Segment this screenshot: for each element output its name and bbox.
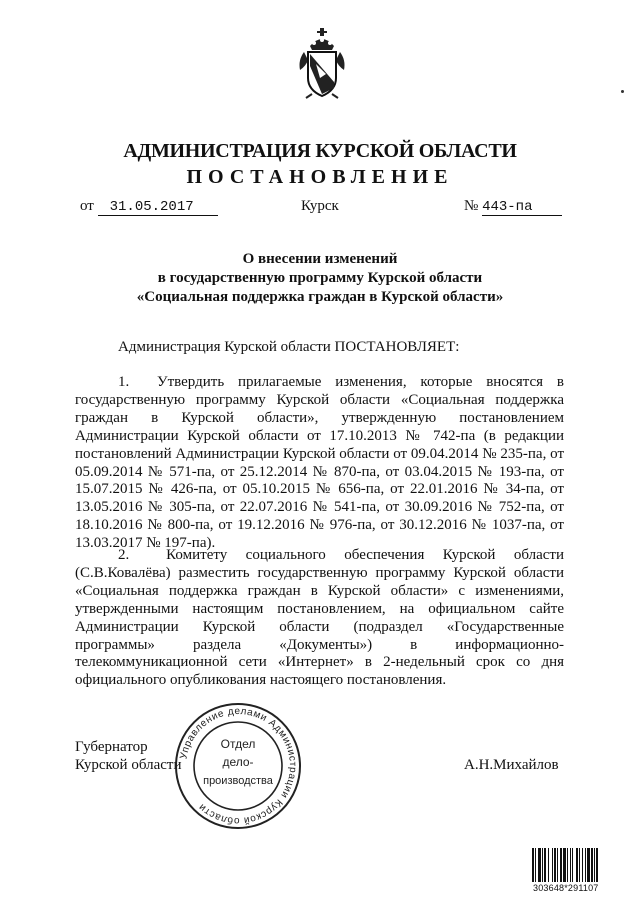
paragraph-2: 2. Комитету социального обеспечения Курской области (С.В.Ковалёва) разместить государственную программу Курской области «Социальная поддержка граждан в Курской области» с изменениями, утвержденными настоящим постановлением, на официальном сайте Администрации Курской области (подраздел «Государственные программы» раздела «Документы») в информационно-телекоммуникационной сети «Интернет» в 2-недельный срок со дня официального опубликования настоящего постановления.: [75, 547, 564, 689]
stamp-line-2: дело-: [222, 755, 254, 769]
page-mark: [621, 90, 624, 93]
subject-line-3: «Социальная поддержка граждан в Курской области»: [136, 289, 504, 305]
document-type-title: ПОСТАНОВЛЕНИЕ: [186, 166, 454, 188]
date-prefix: от: [80, 198, 94, 214]
date-value: 31.05.2017: [98, 199, 218, 216]
organization-title: АДМИНИСТРАЦИЯ КУРСКОЙ ОБЛАСТИ: [123, 140, 517, 162]
document-barcode: [532, 848, 620, 886]
number-prefix: №: [464, 198, 479, 214]
subject-line-2: в государственную программу Курской области: [157, 270, 483, 286]
resolution-intro: Администрация Курской области ПОСТАНОВЛЯЕТ:: [118, 339, 460, 355]
stamp-line-1: Отдел: [220, 737, 256, 751]
signatory-title: [75, 738, 181, 774]
coat-of-arms-emblem: [296, 26, 348, 100]
barcode-number: 303648*291107: [533, 883, 599, 893]
signatory-title-line2: Курской области: [75, 757, 182, 773]
number-value: 443-па: [482, 199, 562, 216]
paragraph-1: 1. Утвердить прилагаемые изменения, которые вносятся в государственную программу Курской области «Социальная поддержка граждан в Курской области», утвержденную постановлением Администрации Курской области от 17.10.2013 № 742-па (в редакции постановлений Администрации Курской области от 09.04.2014 № 235-па, от 05.09.2014 № 571-па, от 25.12.2014 № 870-па, от 03.04.2015 № 193-па, от 15.07.2015 № 426-па, от 05.10.2015 № 656-па, от 22.01.2016 № 34-па, от 13.05.2016 № 305-па, от 22.07.2016 № 541-па, от 30.09.2016 № 752-па, от 18.10.2016 № 800-па, от 19.12.2016 № 976-па, от 30.12.2016 № 1037-па, от 13.03.2017 № 197-па).: [75, 374, 564, 552]
stamp-outer-text: Управление делами Администрации Курской области: [178, 705, 299, 827]
signatory-name: А.Н.Михайлов: [464, 757, 559, 773]
signatory-title-line1: Губернатор: [75, 739, 148, 755]
document-city: Курск: [301, 198, 339, 214]
document-number: [464, 198, 562, 216]
document-date: [80, 198, 218, 216]
office-stamp: [172, 700, 304, 832]
stamp-line-3: производства: [203, 775, 273, 787]
subject-line-1: О внесении изменений: [242, 251, 398, 267]
